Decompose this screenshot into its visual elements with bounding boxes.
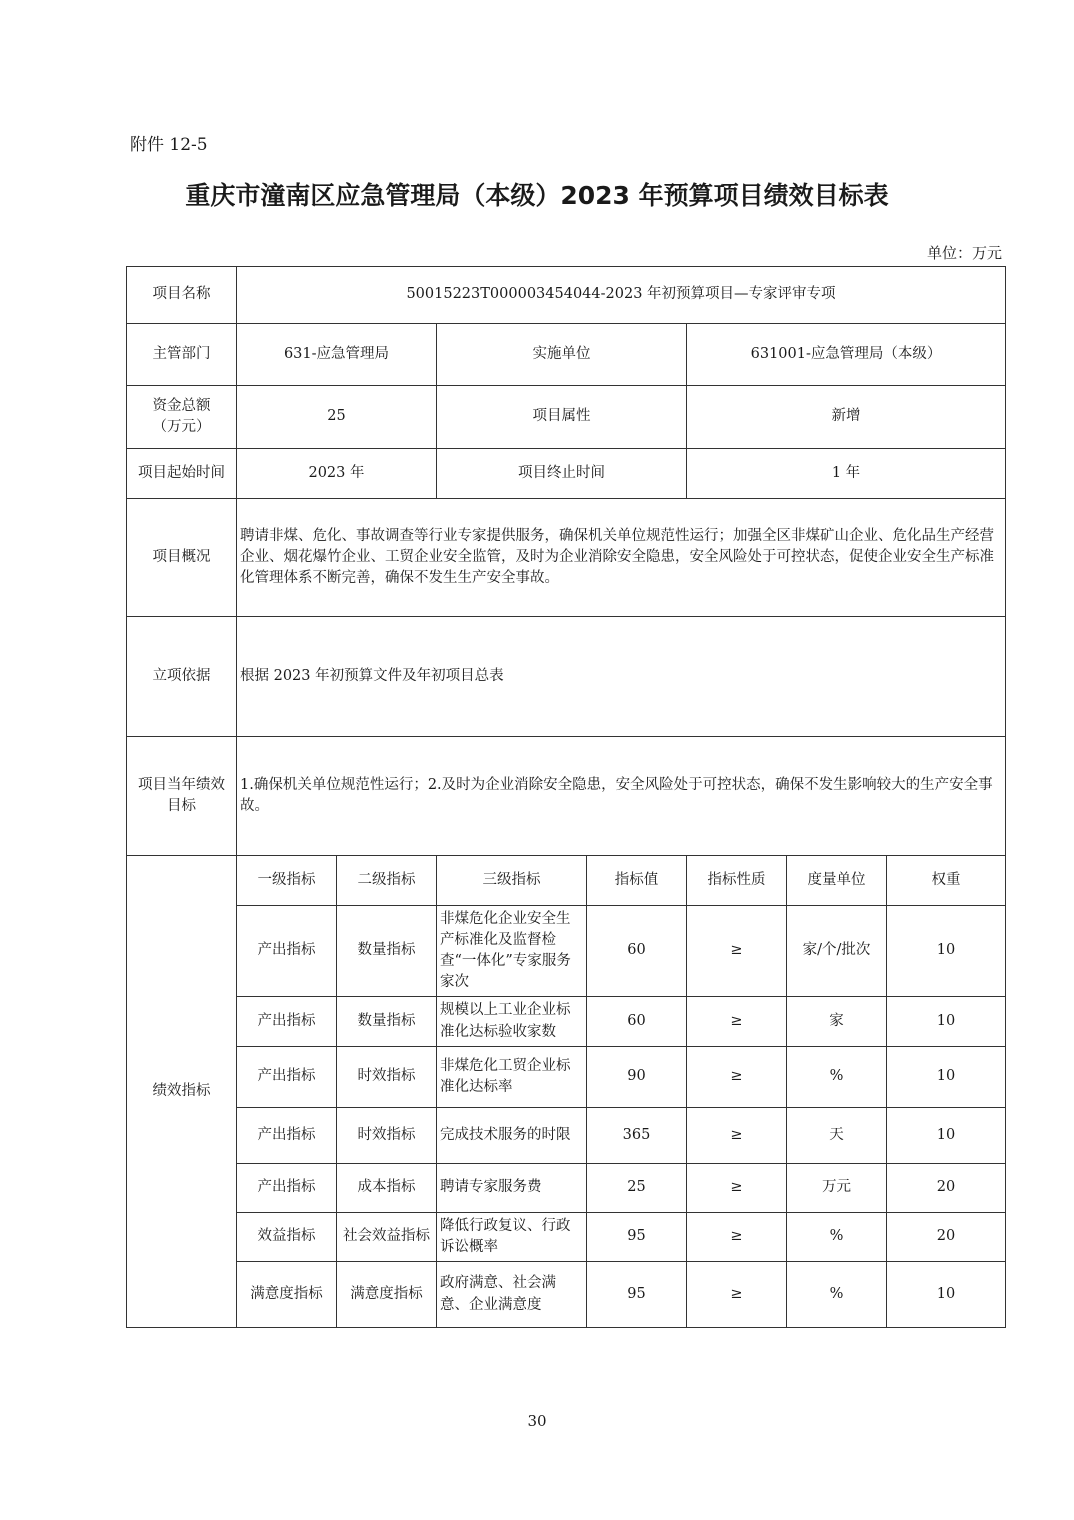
row-annual-goal: [127, 737, 1006, 856]
nature-cell: ≥: [687, 906, 787, 997]
unit-cell: 天: [787, 1108, 887, 1164]
funds-label-line2: （万元）: [152, 419, 211, 435]
level2-cell: 数量指标: [337, 906, 437, 997]
dept-value: 631-应急管理局: [237, 324, 437, 386]
indicator-header-row: [127, 856, 1006, 906]
level2-cell: 社会效益指标: [337, 1213, 437, 1262]
value-cell: 95: [587, 1213, 687, 1262]
table-row: [127, 906, 1006, 997]
level3-cell: 降低行政复议、行政诉讼概率: [437, 1213, 587, 1262]
level2-cell: 时效指标: [337, 1047, 437, 1108]
overview-value: 聘请非煤、危化、事故调查等行业专家提供服务，确保机关单位规范性运行；加强全区非煤矿山企业、危化品生产经营企业、烟花爆竹企业、工贸企业安全监管，及时为企业消除安全隐患，安全风险处于可控状态，促使企业安全生产标准化管理体系不断完善，确保不发生生产安全事故。: [237, 499, 1006, 617]
table-row: [127, 1047, 1006, 1108]
unit-cell: 万元: [787, 1164, 887, 1213]
unit-cell: %: [787, 1213, 887, 1262]
table-row: [127, 1213, 1006, 1262]
page-title: 重庆市潼南区应急管理局（本级）2023 年预算项目绩效目标表: [185, 181, 889, 210]
funds-label: [127, 386, 237, 449]
attr-label: 项目属性: [437, 386, 687, 449]
project-name-value: 50015223T000003454044-2023 年初预算项目—专家评审专项: [237, 267, 1006, 324]
nature-cell: ≥: [687, 1213, 787, 1262]
value-cell: 25: [587, 1164, 687, 1213]
level1-cell: 效益指标: [237, 1213, 337, 1262]
level1-cell: 产出指标: [237, 1164, 337, 1213]
nature-cell: ≥: [687, 1164, 787, 1213]
end-value: 1 年: [687, 449, 1006, 499]
weight-cell: 10: [887, 1108, 1006, 1164]
table-row: [127, 1262, 1006, 1328]
attachment-label: 附件 12-5: [130, 135, 208, 155]
value-cell: 60: [587, 906, 687, 997]
level1-cell: 产出指标: [237, 997, 337, 1047]
value-cell: 365: [587, 1108, 687, 1164]
unit-label: 单位：万元: [926, 244, 1002, 262]
row-basis: [127, 617, 1006, 737]
level3-cell: 政府满意、社会满意、企业满意度: [437, 1262, 587, 1328]
unit-cell: %: [787, 1262, 887, 1328]
weight-cell: 10: [887, 997, 1006, 1047]
indicators-section-label: 绩效指标: [127, 856, 237, 1328]
row-period: [127, 449, 1006, 499]
level3-cell: 非煤危化企业安全生产标准化及监督检查“一体化”专家服务家次: [437, 906, 587, 997]
level2-cell: 满意度指标: [337, 1262, 437, 1328]
impl-label: 实施单位: [437, 324, 687, 386]
unit-cell: %: [787, 1047, 887, 1108]
performance-table: [126, 266, 1006, 1328]
row-project-name: [127, 267, 1006, 324]
unit-cell: 家/个/批次: [787, 906, 887, 997]
table-row: [127, 1164, 1006, 1213]
table-row: [127, 997, 1006, 1047]
weight-cell: 20: [887, 1164, 1006, 1213]
funds-value: 25: [237, 386, 437, 449]
overview-label: 项目概况: [127, 499, 237, 617]
goal-label-line2: 目标: [167, 798, 196, 814]
level1-cell: 产出指标: [237, 1108, 337, 1164]
header-unit: 度量单位: [787, 856, 887, 906]
header-level3: 三级指标: [437, 856, 587, 906]
impl-value: 631001-应急管理局（本级）: [687, 324, 1006, 386]
level3-cell: 规模以上工业企业标准化达标验收家数: [437, 997, 587, 1047]
header-nature: 指标性质: [687, 856, 787, 906]
header-weight: 权重: [887, 856, 1006, 906]
row-funds: [127, 386, 1006, 449]
end-label: 项目终止时间: [437, 449, 687, 499]
level1-cell: 满意度指标: [237, 1262, 337, 1328]
header-level1: 一级指标: [237, 856, 337, 906]
level3-cell: 非煤危化工贸企业标准化达标率: [437, 1047, 587, 1108]
weight-cell: 10: [887, 906, 1006, 997]
value-cell: 60: [587, 997, 687, 1047]
basis-label: 立项依据: [127, 617, 237, 737]
level2-cell: 数量指标: [337, 997, 437, 1047]
start-value: 2023 年: [237, 449, 437, 499]
row-department: [127, 324, 1006, 386]
attr-value: 新增: [687, 386, 1006, 449]
level2-cell: 时效指标: [337, 1108, 437, 1164]
row-overview: [127, 499, 1006, 617]
unit-cell: 家: [787, 997, 887, 1047]
nature-cell: ≥: [687, 997, 787, 1047]
weight-cell: 20: [887, 1213, 1006, 1262]
weight-cell: 10: [887, 1047, 1006, 1108]
nature-cell: ≥: [687, 1047, 787, 1108]
level1-cell: 产出指标: [237, 1047, 337, 1108]
goal-value: 1.确保机关单位规范性运行；2.及时为企业消除安全隐患，安全风险处于可控状态，确保不发生影响较大的生产安全事故。: [237, 737, 1006, 856]
basis-value: 根据 2023 年初预算文件及年初项目总表: [237, 617, 1006, 737]
goal-label-line1: 项目当年绩效: [138, 776, 225, 793]
nature-cell: ≥: [687, 1108, 787, 1164]
value-cell: 90: [587, 1047, 687, 1108]
funds-label-line1: 资金总额: [152, 397, 211, 414]
table-row: [127, 1108, 1006, 1164]
value-cell: 95: [587, 1262, 687, 1328]
weight-cell: 10: [887, 1262, 1006, 1328]
project-name-label: 项目名称: [127, 267, 237, 324]
start-label: 项目起始时间: [127, 449, 237, 499]
level1-cell: 产出指标: [237, 906, 337, 997]
goal-label: [127, 737, 237, 856]
level3-cell: 聘请专家服务费: [437, 1164, 587, 1213]
level2-cell: 成本指标: [337, 1164, 437, 1213]
page-number: 30: [527, 1412, 547, 1430]
nature-cell: ≥: [687, 1262, 787, 1328]
header-value: 指标值: [587, 856, 687, 906]
header-level2: 二级指标: [337, 856, 437, 906]
level3-cell: 完成技术服务的时限: [437, 1108, 587, 1164]
dept-label: 主管部门: [127, 324, 237, 386]
